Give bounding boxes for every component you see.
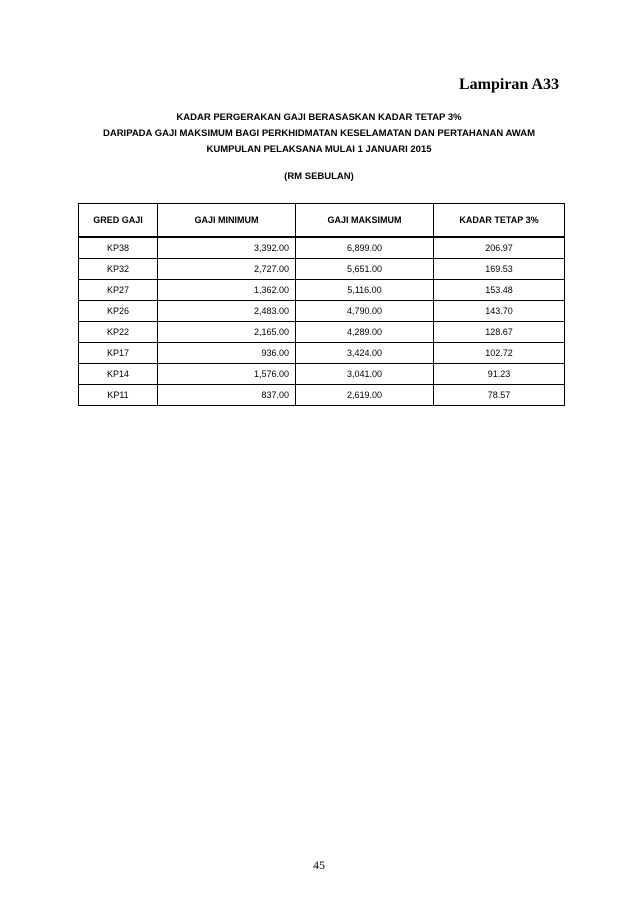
cell-min: 1,576.00 [158,364,296,385]
cell-grade: KP38 [79,237,158,259]
table-row [79,385,565,406]
cell-min: 936.00 [158,343,296,364]
cell-min: 837.00 [158,385,296,406]
appendix-label: Lampiran A33 [458,76,559,93]
table-header-row [79,204,565,238]
cell-rate: 78.57 [434,385,565,406]
table-row [79,364,565,385]
cell-rate: 91.23 [434,364,565,385]
header-rate: KADAR TETAP 3% [434,204,565,238]
cell-rate: 206.97 [434,237,565,259]
title-line-2: DARIPADA GAJI MAKSIMUM BAGI PERKHIDMATAN KESELAMATAN DAN PERTAHANAN AWAM [102,128,536,139]
table-row [79,301,565,322]
header-grade: GRED GAJI [79,204,158,238]
table-row [79,259,565,280]
title-line-1: KADAR PERGERAKAN GAJI BERASASKAN KADAR TETAP 3% [176,112,462,123]
cell-max: 2,619.00 [296,385,434,406]
salary-table [78,203,565,406]
cell-min: 2,727.00 [158,259,296,280]
cell-rate: 143.70 [434,301,565,322]
title-line-3: KUMPULAN PELAKSANA MULAI 1 JANUARI 2015 [206,144,432,155]
cell-max: 5,651.00 [296,259,434,280]
header-min: GAJI MINIMUM [158,204,296,238]
cell-min: 2,483.00 [158,301,296,322]
cell-grade: KP17 [79,343,158,364]
cell-max: 6,899.00 [296,237,434,259]
cell-grade: KP11 [79,385,158,406]
table-row [79,343,565,364]
cell-min: 2,165.00 [158,322,296,343]
cell-grade: KP22 [79,322,158,343]
cell-min: 1,362.00 [158,280,296,301]
header-max: GAJI MAKSIMUM [296,204,434,238]
cell-max: 3,424.00 [296,343,434,364]
cell-rate: 128.67 [434,322,565,343]
cell-grade: KP27 [79,280,158,301]
cell-max: 4,790.00 [296,301,434,322]
page-number: 45 [313,858,325,872]
cell-max: 3,041.00 [296,364,434,385]
document-title [0,110,638,158]
cell-min: 3,392.00 [158,237,296,259]
unit-label: (RM SEBULAN) [284,171,354,182]
cell-max: 4,289.00 [296,322,434,343]
cell-rate: 153.48 [434,280,565,301]
cell-grade: KP32 [79,259,158,280]
table-row [79,280,565,301]
cell-rate: 169.53 [434,259,565,280]
cell-rate: 102.72 [434,343,565,364]
cell-grade: KP26 [79,301,158,322]
table-row [79,237,565,259]
cell-max: 5,116.00 [296,280,434,301]
table-row [79,322,565,343]
cell-grade: KP14 [79,364,158,385]
